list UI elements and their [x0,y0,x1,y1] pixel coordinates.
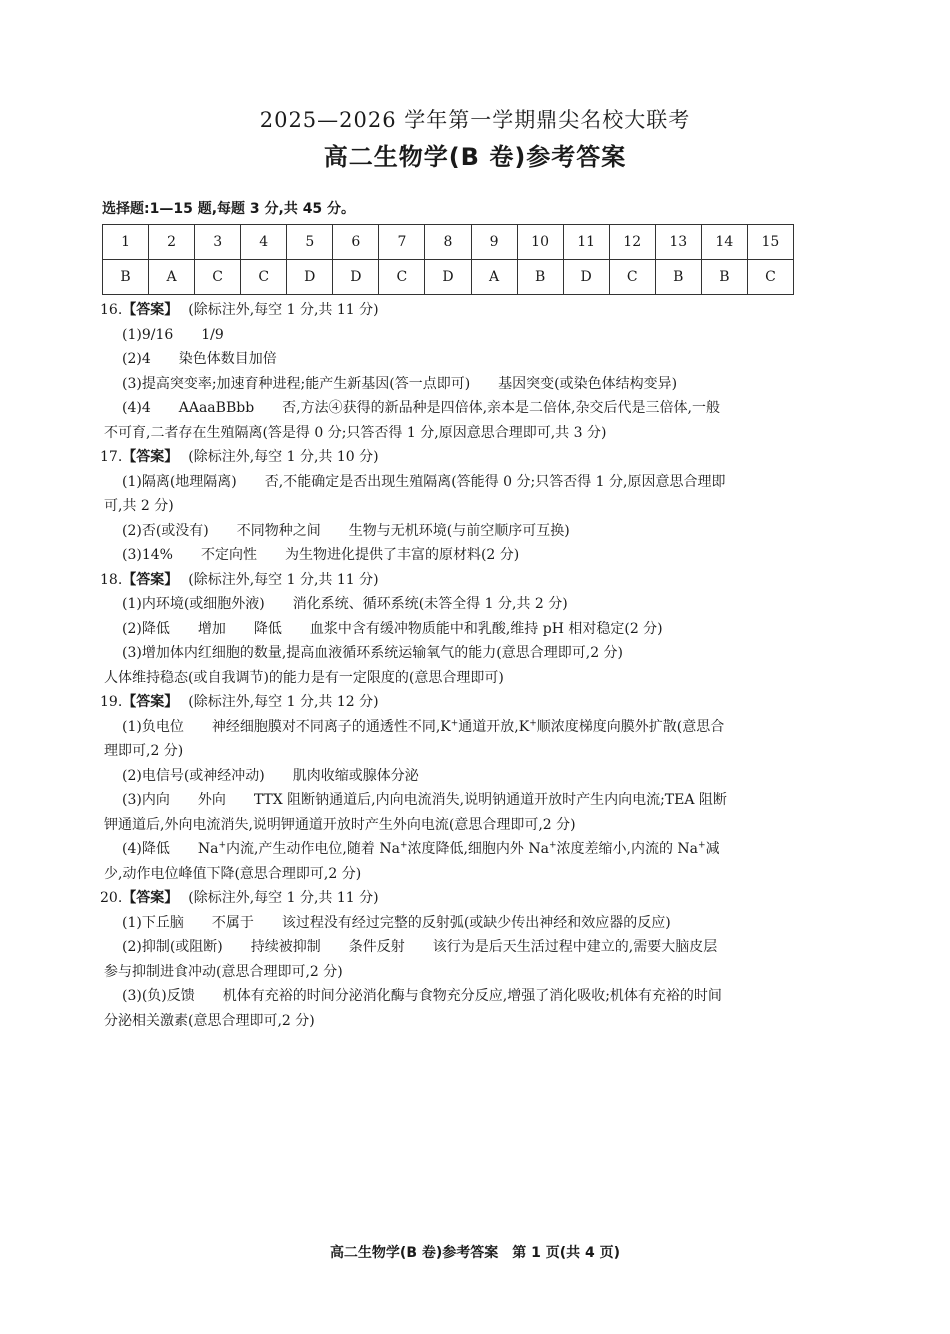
plus-superscript: + [548,840,557,851]
question-number: 8 [425,225,471,260]
q20-line: (2)抑制(或阻断) 持续被抑制 条件反射 该行为是后天生活过程中建立的,需要大脑皮层 [122,939,718,955]
question-number: 13 [655,225,701,260]
q19-text: 内流,产生动作电位,随着 Na [225,841,400,857]
q17-answer-tag: 【答案】 [122,449,179,465]
q19-text: 浓度差缩小,内流的 Na [556,841,699,857]
q20-line: 参与抑制进食冲动(意思合理即可,2 分) [104,963,343,980]
answer-cell: A [471,260,517,295]
q18-number: 18. [100,571,123,588]
q18-line: (3)增加体内红细胞的数量,提高血液循环系统运输氧气的能力(意思合理即可,2 分) [122,645,624,661]
q19-text: 顺浓度梯度向膜外扩散(意思合 [536,718,725,735]
q17-line: 可,共 2 分) [104,498,174,514]
answer-cell: B [701,260,747,295]
q19-text: 减 [705,841,720,857]
q16-header [100,298,850,323]
q19-line: 钾通道后,外向电流消失,说明钾通道开放时产生外向电流(意思合理即可,2 分) [104,816,576,833]
q20-scoring-note: (除标注外,每空 1 分,共 11 分) [188,890,379,906]
q16-line: (4)4 AAaaBBbb 否,方法④获得的新品种是四倍体,亲本是二倍体,杂交后代是三倍体,一般 [122,400,720,416]
answer-cell: B [655,260,701,295]
question-number: 2 [149,225,195,260]
q18-answer-tag: 【答案】 [122,571,179,588]
q17-line: (1)隔离(地理隔离) 否,不能确定是否出现生殖隔离(答能得 0 分;只答否得 1 分,原因意思合理即 [122,473,726,490]
q20-line: 分泌相关激素(意思合理即可,2 分) [104,1012,315,1029]
answer-cell: C [241,260,287,295]
q17-number: 17. [100,449,123,465]
answer-cell: D [425,260,471,295]
answer-cell: C [747,260,793,295]
plus-superscript: + [399,840,408,851]
answer-cell: B [103,260,149,295]
q16-number: 16. [100,302,123,318]
q19-text: (4)降低 Na [122,841,219,857]
answer-cell: C [379,260,425,295]
answer-table [102,224,794,295]
answer-key-title: 高二生物学(B 卷)参考答案 [323,143,627,171]
q19-scoring-note: (除标注外,每空 1 分,共 12 分) [188,694,379,710]
q19-text: (1)负电位 神经细胞膜对不同离子的通透性不同,K [122,718,451,735]
q19-line: 理即可,2 分) [104,743,184,759]
q19-answer-tag: 【答案】 [122,694,179,710]
multiple-choice-intro: 选择题:1—15 题,每题 3 分,共 45 分。 [102,201,356,217]
question-number: 14 [701,225,747,260]
q20-line: (3)(负)反馈 机体有充裕的时间分泌消化酶与食物充分反应,增强了消化吸收;机体有充裕的时间 [122,988,722,1004]
q20-number: 20. [100,890,123,906]
q17-header [100,445,850,470]
question-number: 10 [517,225,563,260]
plus-superscript: + [450,717,459,728]
q19-text: 通道开放,K [458,718,530,735]
plus-superscript: + [698,840,706,851]
q18-line: (2)降低 增加 降低 血浆中含有缓冲物质能中和乳酸,维持 pH 相对稳定(2 分) [122,620,663,637]
question-number: 4 [241,225,287,260]
question-number: 11 [563,225,609,260]
plus-superscript: + [218,840,226,851]
q17-scoring-note: (除标注外,每空 1 分,共 10 分) [188,449,379,465]
question-number: 6 [333,225,379,260]
question-number: 7 [379,225,425,260]
q16-line: 不可育,二者存在生殖隔离(答是得 0 分;只答否得 1 分,原因意思合理即可,共 3 分) [104,424,607,441]
q16-line: (3)提高突变率;加速育种进程;能产生新基因(答一点即可) 基因突变(或染色体结构变异) [122,375,678,392]
q19-line: (3)内向 外向 TTX 阻断钠通道后,内向电流消失,说明钠通道开放时产生内向电流;TEA 阻断 [122,792,727,808]
q19-line: (2)电信号(或神经冲动) 肌肉收缩或腺体分泌 [122,767,419,784]
q17-line: (3)14% 不定向性 为生物进化提供了丰富的原材料(2 分) [122,547,520,563]
q20-answer-tag: 【答案】 [122,890,179,906]
q18-scoring-note: (除标注外,每空 1 分,共 11 分) [188,571,379,588]
answer-cell: D [333,260,379,295]
plus-superscript: + [529,717,537,728]
question-number: 1 [103,225,149,260]
q16-line: (1)9/16 1/9 [122,326,224,343]
q16-line: (2)4 染色体数目加倍 [122,351,277,367]
question-number: 15 [747,225,793,260]
q16-scoring-note: (除标注外,每空 1 分,共 11 分) [188,302,379,318]
q18-header [100,568,850,593]
q18-line: (1)内环境(或细胞外液) 消化系统、循环系统(未答全得 1 分,共 2 分) [122,596,568,612]
q20-header [100,886,850,911]
question-number: 3 [195,225,241,260]
answer-content [100,298,850,1033]
answer-row [103,260,794,295]
q20-line: (1)下丘脑 不属于 该过程没有经过完整的反射弧(或缺少传出神经和效应器的反应) [122,914,671,931]
page-footer: 高二生物学(B 卷)参考答案 第 1 页(共 4 页) [329,1245,621,1261]
q19-number: 19. [100,694,123,710]
q19-line [104,837,850,862]
question-number: 12 [609,225,655,260]
answer-cell: D [287,260,333,295]
question-number: 9 [471,225,517,260]
answer-cell: D [563,260,609,295]
q19-text: 浓度降低,细胞内外 Na [407,841,549,857]
question-number-row [103,225,794,260]
question-number: 5 [287,225,333,260]
q17-line: (2)否(或没有) 不同物种之间 生物与无机环境(与前空顺序可互换) [122,522,570,539]
q19-line [104,715,850,740]
answer-cell: A [149,260,195,295]
exam-title: 2025—2026 学年第一学期鼎尖名校大联考 [259,108,691,132]
q19-header [100,690,850,715]
answer-cell: C [609,260,655,295]
q19-line: 少,动作电位峰值下降(意思合理即可,2 分) [104,865,362,882]
answer-cell: B [517,260,563,295]
q18-line: 人体维持稳态(或自我调节)的能力是有一定限度的(意思合理即可) [104,669,504,686]
q16-answer-tag: 【答案】 [122,302,179,318]
answer-cell: C [195,260,241,295]
